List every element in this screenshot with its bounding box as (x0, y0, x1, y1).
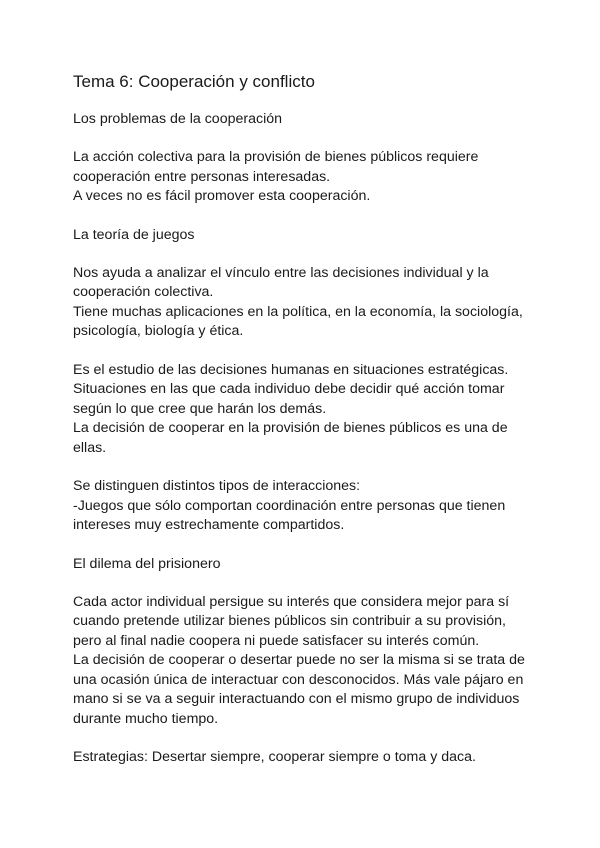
text-line: La teoría de juegos (73, 226, 195, 243)
text-line: según lo que cree que harán los demás. (73, 400, 327, 417)
paragraph (73, 148, 540, 207)
text-line: cuando pretende utilizar bienes públicos sin contribuir a su provisión, (73, 613, 506, 629)
text-line: cooperación entre personas interesadas. (73, 168, 331, 185)
paragraph (73, 748, 540, 768)
text-line: A veces no es fácil promover esta cooperación. (73, 188, 371, 204)
text-line: -Juegos que sólo comportan coordinación entre personas que tienen (73, 497, 506, 514)
paragraph (73, 477, 540, 536)
text-line: La decisión de cooperar en la provisión de bienes públicos es una de (73, 420, 508, 436)
section-heading (73, 555, 540, 574)
text-line: Situaciones en las que cada individuo debe decidir qué acción tomar (73, 381, 505, 397)
text-line: una ocasión única de interactuar con desconocidos. Más vale pájaro en (73, 671, 524, 688)
text-line: La acción colectiva para la provisión de bienes públicos requiere (73, 149, 479, 165)
text-line: Nos ayuda a analizar el vínculo entre las decisiones individual y la (73, 264, 489, 281)
text-line: intereses muy estrechamente compartidos. (73, 517, 345, 533)
text-line: Estrategias: Desertar siempre, cooperar siempre o toma y daca. (73, 749, 476, 765)
paragraph (73, 361, 540, 459)
text-line: durante mucho tiempo. (73, 710, 219, 727)
section-heading (73, 226, 540, 245)
text-line: psicología, biología y ética. (73, 323, 244, 339)
text-line: La decisión de cooperar o desertar puede no ser la misma si se trata de (73, 652, 525, 668)
paragraph (73, 264, 540, 342)
text-line: Tiene muchas aplicaciones en la política, en la economía, la sociología, (73, 303, 523, 320)
document-body (73, 110, 540, 768)
text-line: Los problemas de la cooperación (73, 111, 283, 127)
section-heading (73, 110, 540, 129)
text-line: pero al final nadie coopera ni puede satisfacer su interés común. (73, 632, 480, 649)
text-line: mano si se va a seguir interactuando con el mismo grupo de individuos (73, 691, 520, 707)
document-title: Tema 6: Cooperación y conflicto (73, 72, 315, 91)
paragraph (73, 593, 540, 730)
text-line: cooperación colectiva. (73, 284, 214, 300)
text-line: Cada actor individual persigue su interés que considera mejor para sí (73, 593, 510, 610)
text-line: ellas. (73, 439, 107, 456)
text-line: Es el estudio de las decisiones humanas en situaciones estratégicas. (73, 361, 509, 378)
text-line: El dilema del prisionero (73, 555, 221, 572)
text-line: Se distinguen distintos tipos de interacciones: (73, 478, 361, 494)
